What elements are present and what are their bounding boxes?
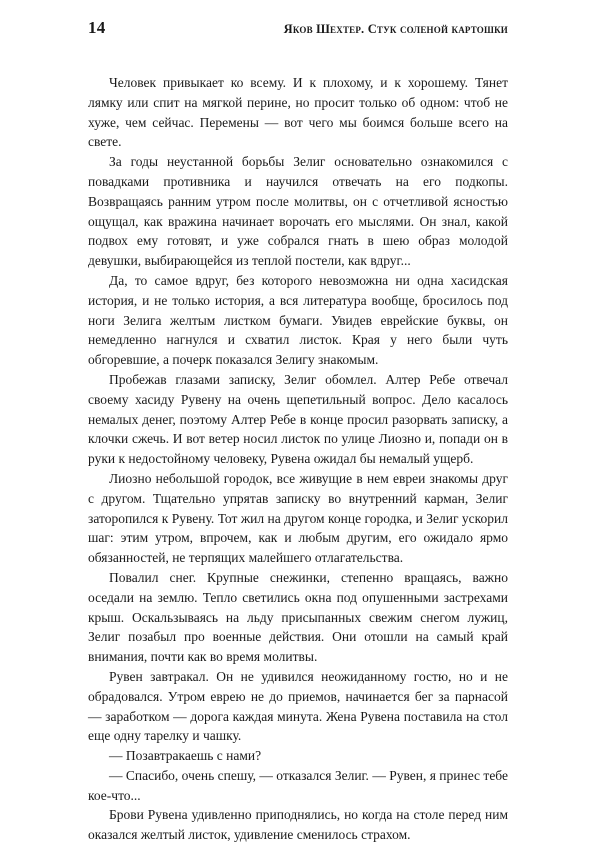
paragraph: Рувен завтракал. Он не удивился неожиданному гостю, но и не обрадовался. Утром еврею не до приемов, начинается бег за парнасой — заработком — дорога каждая минута. Жена Рувена поставила на стол еще одну тарелку и чашку. (88, 668, 508, 744)
dialogue-line: — Спасибо, очень спешу, — отказался Зелиг. — Рувен, я принес тебе кое-что... (88, 767, 508, 803)
paragraph: Человек привыкает ко всему. И к плохому, и к хорошему. Тянет лямку или спит на мягкой перине, но просит только об одном: чтоб не хуже, чем сейчас. Перемены — вот чего мы боимся больше всего на свете. (88, 75, 508, 150)
running-title: Яков Шехтер. Стук соленой картошки (283, 22, 508, 36)
page-number: 14 (88, 18, 106, 37)
dialogue-line: — Позавтракаешь с нами? (109, 748, 262, 764)
paragraph: Повалил снег. Крупные снежинки, степенно вращаясь, важно оседали на землю. Тепло светились окна под опушенными застрехами крыш. Оскальзываясь на льду присыпанных свежим снегом лужиц, Зелиг позабыл про военные действия. Они отошли на самый край внимания, почти как во время молитвы. (88, 569, 508, 665)
paragraph: Лиозно небольшой городок, все живущие в нем евреи знакомы друг с другом. Тщательно упрятав записку во внутренний карман, Зелиг заторопился к Рувену. Тот жил на другом конце городка, и Зелиг ускорил шаг: этим утром, впрочем, как и любым другим, его ожидало ярмо обязанностей, не терпящих малейшего отлагательства. (88, 470, 508, 566)
paragraph: Да, то самое вдруг, без которого невозможна ни одна хасидская история, и не только история, а вся литература вообще, бросилось под ноги Зелига желтым листком бумаги. Увидев еврейские буквы, он немедленно нагнулся и схватил листок. Края у него были чуть обгоревшие, а почерк показался Зелигу знакомым. (88, 272, 508, 368)
paragraph: Брови Рувена удивленно приподнялись, но когда на столе перед ним оказался желтый листок, удивление сменилось страхом. (88, 807, 508, 843)
paragraph: Пробежав глазами записку, Зелиг обомлел. Алтер Ребе отвечал своему хасиду Рувену на очень щепетильный вопрос. Дело касалось немалых денег, поэтому Алтер Ребе в конце просил разорвать записку, а клочки сжечь. И вот ветер носил листок по улице Лиозно и, попади он в руки к недостойному человеку, Рувена ожидал бы немалый ущерб. (88, 371, 508, 467)
paragraph: За годы неустанной борьбы Зелиг основательно ознакомился с повадками противника и научился отвечать на его подкопы. Возвращаясь ранним утром после молитвы, он с отчетливой ясностью ощущал, как вражина начинает ворочать его мыслями. Он знал, какой подвох ему готовят, и уже собрался гнать в шею образ молодой девушки, выбирающейся из теплой постели, как вдруг... (88, 154, 508, 269)
body-text (88, 73, 508, 845)
page-header (88, 18, 508, 40)
